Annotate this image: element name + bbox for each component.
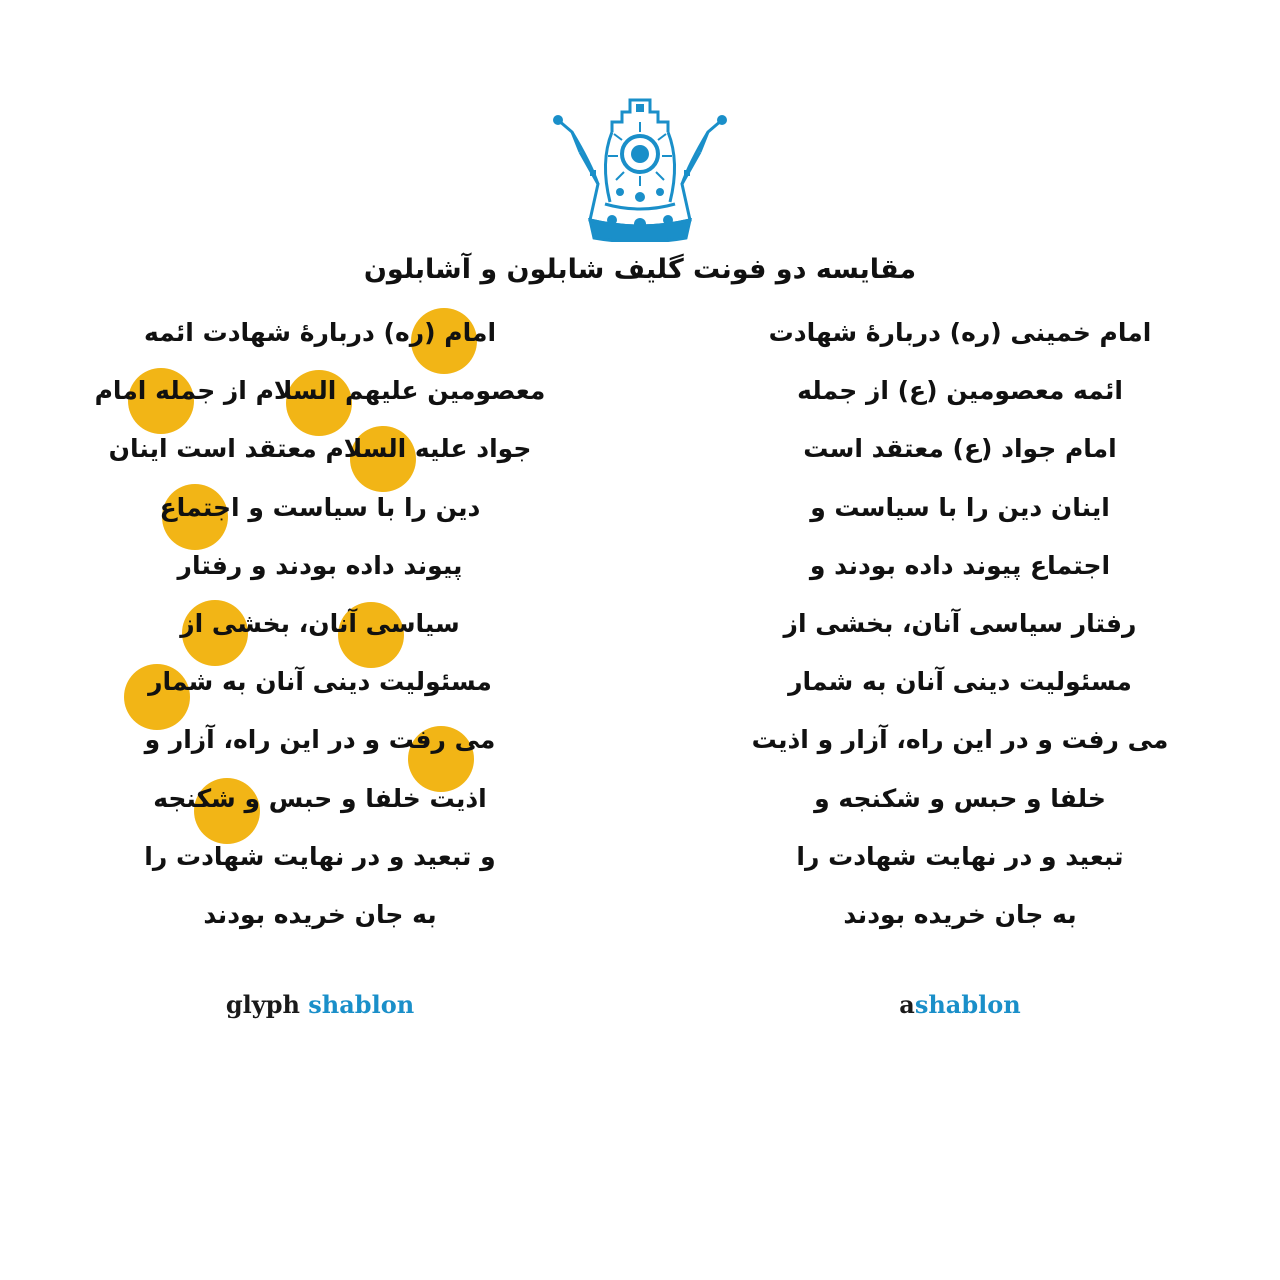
text-line: خلفا و حبس و شکنجه و: [814, 783, 1106, 813]
text-line: امام (ره) دربارهٔ شهادت ائمه: [143, 318, 497, 347]
text-line: سیاسی آنان، بخشی از: [180, 608, 460, 638]
text-line: دین را با سیاست و اجتماع: [159, 492, 481, 522]
caption-word: a: [899, 990, 915, 1019]
text-line: اجتماع پیوند داده بودند و: [809, 550, 1111, 580]
caption-a-shablon: [760, 985, 1160, 1025]
caption-brand: shablon: [914, 990, 1021, 1019]
text-line: مسئولیت دینی آنان به شمار: [788, 667, 1132, 697]
text-line: امام جواد (ع) معتقد است: [803, 434, 1117, 464]
text-line: اذیت خلفا و حبس و شکنجه: [153, 783, 487, 813]
text-line: اینان دین را با سیاست و: [810, 492, 1110, 522]
text-line: ائمه معصومین (ع) از جمله: [797, 376, 1123, 406]
text-line: تبعید و در نهایت شهادت را: [796, 841, 1124, 871]
text-line: می رفت و در این راه، آزار و اذیت: [751, 725, 1169, 755]
text-line: مسئولیت دینی آنان به شمار: [148, 667, 492, 697]
text-line: جواد علیه السلام معتقد است اینان: [108, 434, 532, 464]
text-line: پیوند داده بودند و رفتار: [177, 550, 463, 580]
caption-brand: shablon: [308, 990, 415, 1019]
glyph-shablon-sample: [90, 304, 550, 944]
caption-word: glyph: [225, 990, 300, 1019]
text-line: رفتار سیاسی آنان، بخشی از: [783, 608, 1137, 638]
caption-glyph-shablon: [120, 985, 520, 1025]
text-line: به جان خریده بودند: [843, 899, 1077, 929]
text-line: و تبعید و در نهایت شهادت را: [144, 841, 496, 871]
poster-title: مقایسه دو فونت گلیف شابلون و آشابلون: [363, 254, 917, 285]
text-line: به جان خریده بودند: [203, 899, 437, 929]
text-line: می رفت و در این راه، آزار و: [144, 725, 496, 755]
a-shablon-sample: [730, 304, 1190, 944]
crown-emblem-icon: [550, 92, 730, 242]
text-line: امام خمینی (ره) دربارهٔ شهادت: [768, 318, 1152, 347]
text-line: معصومین علیهم السلام از جمله امام: [94, 376, 546, 406]
